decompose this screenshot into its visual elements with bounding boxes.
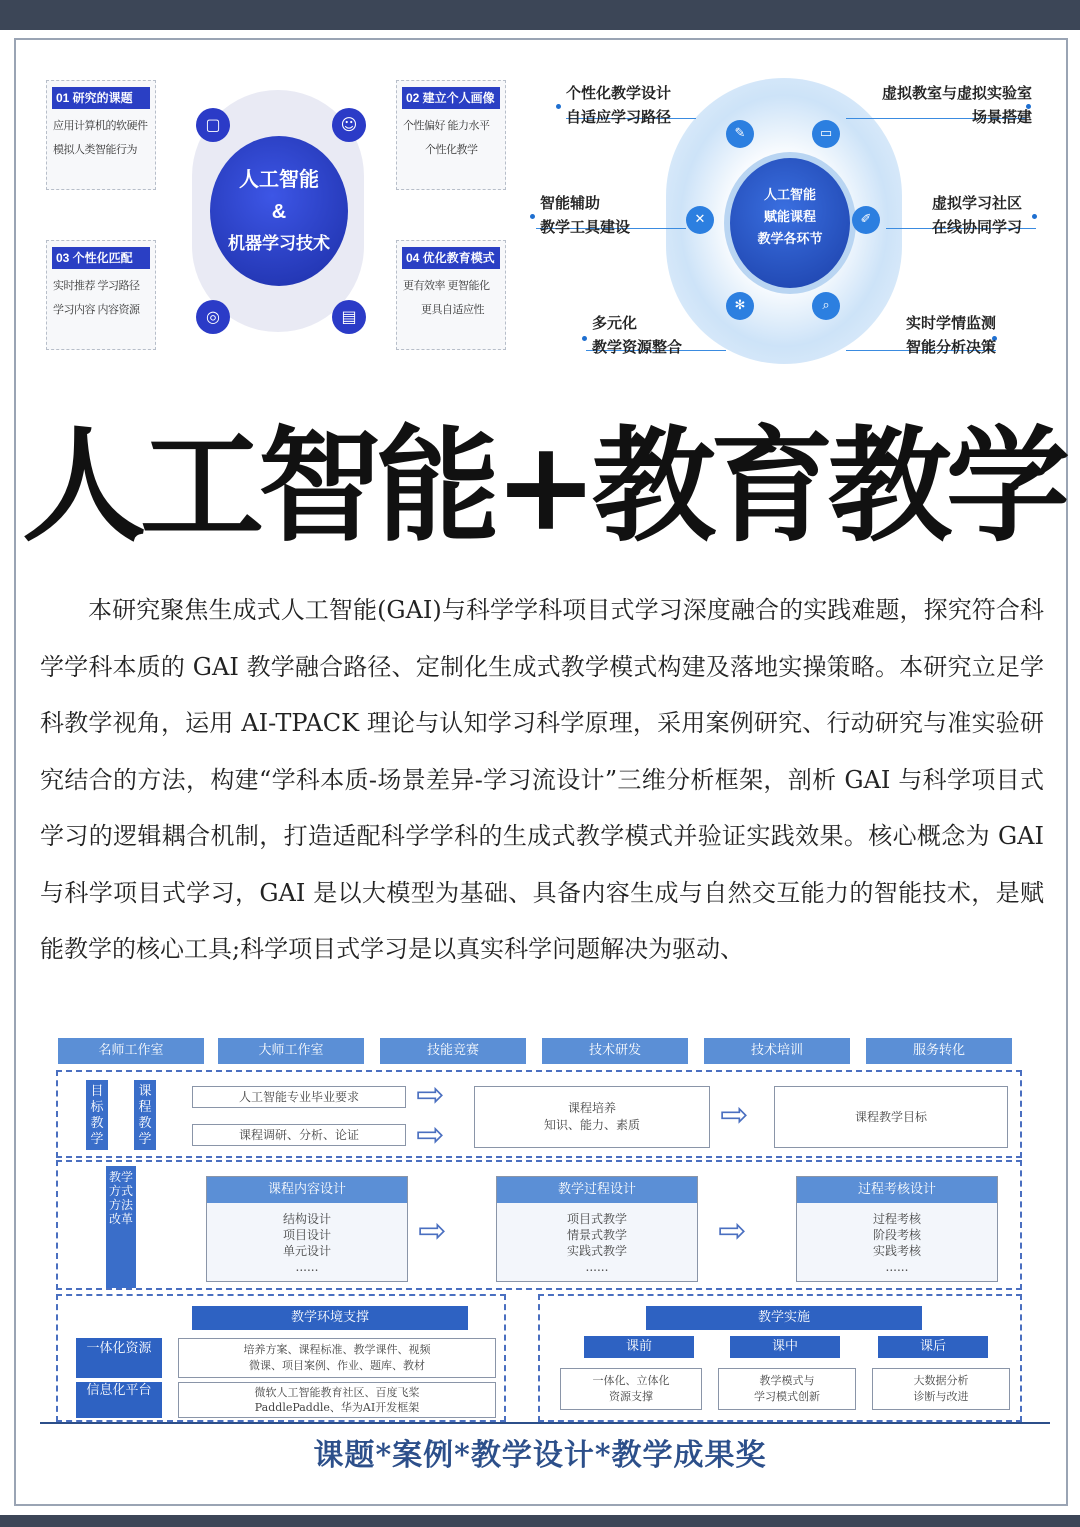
- environment-title: 教学环境支撑: [192, 1306, 468, 1330]
- center-line: 赋能课程: [763, 209, 816, 224]
- arrow-right-icon: ⇨: [718, 1211, 747, 1251]
- box-line: 教学模式与: [759, 1374, 815, 1387]
- search-icon: ⌕: [812, 292, 840, 320]
- phase-in-class: 课中: [730, 1336, 840, 1358]
- diagram-box-2: [396, 80, 506, 190]
- box-line: 知识、能力、素质: [543, 1118, 640, 1132]
- diagram-box-1: [46, 80, 156, 190]
- label-realtime-monitor: [906, 312, 996, 360]
- center-line: 人工智能: [763, 187, 816, 202]
- panel-line: 实践考核: [872, 1244, 921, 1258]
- label-line: 虚拟教室与虚拟实验室: [881, 85, 1032, 102]
- body-paragraph: 本研究聚焦生成式人工智能(GAI)与科学学科项目式学习深度融合的实践难题，探究符合科学学科本质的 GAI 教学融合路径、定制化生成式教学模式构建及落地实操策略。本研究立足学科教学视角，运用 AI-TPACK 理论与认知学习科学原理，采用案例研究、行动研究与准实验研究结合的方法，构建“学科本质-场景差异-学习流设计”三维分析框架，剖析 GAI 与科学项目式学习的逻辑耦合机制，打造适配科学学科的生成式教学模式并验证实践效果。核心概念为 GAI 与科学项目式学习，GAI 是以大模型为基础、具备内容生成与自然交互能力的智能技术，是赋能教学的核心工具;科学项目式学习是以真实科学问题解决为驱动、: [40, 596, 1044, 963]
- box-line: 微课、项目案例、作业、题库、教材: [249, 1359, 425, 1372]
- panel-line: 结构设计: [282, 1212, 331, 1226]
- panel-line: 单元设计: [282, 1244, 331, 1258]
- box-title: 04 优化教育模式: [402, 247, 500, 269]
- label-line: 智能分析决策: [906, 339, 997, 356]
- box-line: 资源支撑: [609, 1390, 653, 1403]
- label-line: 教学资源整合: [592, 339, 683, 356]
- label-personalized-design: [566, 82, 671, 130]
- center-line: 教学各环节: [757, 231, 823, 246]
- label-smart-assist: [540, 192, 630, 240]
- vtag-text: 教学方式方法改革: [108, 1170, 133, 1226]
- connector-dot: [556, 104, 561, 109]
- resource-box: [178, 1338, 496, 1378]
- panel-line: 情景式教学: [566, 1228, 627, 1242]
- box-line: 个性偏好 能力水平: [403, 120, 490, 132]
- course-training-box: [474, 1086, 710, 1148]
- label-line: 在线协同学习: [931, 219, 1022, 236]
- panel-line: ......: [585, 1260, 609, 1274]
- teaching-flow-diagram: [40, 1030, 1040, 1422]
- top-tag: 大师工作室: [218, 1038, 364, 1064]
- top-tag: 服务转化: [866, 1038, 1012, 1064]
- pen-icon: ✐: [852, 206, 880, 234]
- content-design-panel: [206, 1176, 408, 1282]
- center-label: [210, 164, 348, 260]
- vtag-goal: 目标教学: [86, 1080, 108, 1150]
- box-line: PaddlePaddle、华为AI开发框架: [254, 1401, 420, 1414]
- bottom-border-bar: [0, 1515, 1080, 1527]
- label-line: 场景搭建: [971, 109, 1032, 126]
- browser-icon: ▤: [332, 300, 366, 334]
- box-line: 学习模式创新: [754, 1390, 820, 1403]
- course-research-box: 课程调研、分析、论证: [192, 1124, 406, 1146]
- label-line: 虚拟学习社区: [931, 195, 1022, 212]
- label-virtual-community: [902, 192, 1022, 240]
- vtag-course: 课程教学: [134, 1080, 156, 1150]
- assessment-design-panel: [796, 1176, 998, 1282]
- label-line: 自适应学习路径: [566, 109, 672, 126]
- center-line: &: [271, 201, 287, 223]
- box-title: 01 研究的课题: [52, 87, 150, 109]
- panel-line: ......: [885, 1260, 909, 1274]
- gear-icon: ✻: [726, 292, 754, 320]
- connector-dot: [530, 214, 535, 219]
- panel-title: 课程内容设计: [207, 1177, 407, 1203]
- footer-rule: [40, 1422, 1050, 1424]
- connector-dot: [1032, 214, 1037, 219]
- box-title: 03 个性化匹配: [52, 247, 150, 269]
- graduation-requirement-box: 人工智能专业毕业要求: [192, 1086, 406, 1108]
- top-tag: 名师工作室: [58, 1038, 204, 1064]
- box-line: 培养方案、课程标准、教学课件、视频: [243, 1343, 431, 1356]
- box-line: 诊断与改进: [913, 1390, 969, 1403]
- arrow-right-icon: ⇨: [416, 1075, 445, 1115]
- panel-title: 过程考核设计: [797, 1177, 997, 1203]
- center-line: 人工智能: [239, 169, 319, 191]
- phase-before-class: 课前: [584, 1336, 694, 1358]
- resource-tag: 一体化资源: [76, 1338, 162, 1378]
- box-line: 模拟人类智能行为: [53, 144, 137, 156]
- monitor-icon: ▭: [812, 120, 840, 148]
- box-line: 一体化、立体化: [592, 1374, 670, 1387]
- label-line: 智能辅助: [540, 195, 601, 212]
- arrow-right-icon: ⇨: [416, 1115, 445, 1155]
- panel-line: 过程考核: [872, 1212, 921, 1226]
- panel-line: 项目设计: [282, 1228, 331, 1242]
- label-line: 教学工具建设: [540, 219, 631, 236]
- tools-icon: ✎: [726, 120, 754, 148]
- diagram-box-3: [46, 240, 156, 350]
- arrow-right-icon: ⇨: [720, 1095, 749, 1135]
- box-line: 更有效率 更智能化: [403, 280, 490, 292]
- ai-course-diagram: [526, 74, 1042, 370]
- box-line: 个性化教学: [425, 144, 478, 156]
- center-label: [730, 184, 850, 250]
- ai-ml-diagram: [40, 74, 518, 370]
- top-tag: 技术培训: [704, 1038, 850, 1064]
- phase-box: [718, 1368, 856, 1410]
- course-goal-box: 课程教学目标: [774, 1086, 1008, 1148]
- top-tag: 技术研发: [542, 1038, 688, 1064]
- diagram-box-4: [396, 240, 506, 350]
- platform-tag: 信息化平台: [76, 1382, 162, 1418]
- panel-line: 阶段考核: [872, 1228, 921, 1242]
- box-line: 大数据分析: [913, 1374, 969, 1387]
- box-line: 课程培养: [567, 1101, 616, 1115]
- top-border-bar: [0, 0, 1080, 30]
- wrench-icon: ✕: [686, 206, 714, 234]
- people-icon: ☺: [332, 108, 366, 142]
- panel-line: 项目式教学: [566, 1212, 627, 1226]
- box-line: 应用计算机的软硬件: [53, 120, 148, 132]
- arrow-right-icon: ⇨: [418, 1211, 447, 1251]
- panel-line: 实践式教学: [566, 1244, 627, 1258]
- phase-after-class: 课后: [878, 1336, 988, 1358]
- process-design-panel: [496, 1176, 698, 1282]
- label-line: 个性化教学设计: [566, 85, 672, 102]
- chat-icon: ◎: [196, 300, 230, 334]
- label-virtual-classroom: [872, 82, 1032, 130]
- top-tag: 技能竞赛: [380, 1038, 526, 1064]
- platform-box: [178, 1382, 496, 1418]
- connector-dot: [582, 336, 587, 341]
- vtag-method-reform: [106, 1166, 136, 1288]
- box-line: 学习内容 内容资源: [53, 304, 140, 316]
- box-line: 微软人工智能教育社区、百度飞桨: [254, 1386, 420, 1399]
- box-title: 02 建立个人画像: [402, 87, 500, 109]
- panel-line: ......: [295, 1260, 319, 1274]
- tablet-icon: ▢: [196, 108, 230, 142]
- label-line: 多元化: [592, 315, 638, 332]
- box-line: 更具自适应性: [421, 304, 484, 316]
- panel-title: 教学过程设计: [497, 1177, 697, 1203]
- center-line: 机器学习技术: [228, 234, 330, 253]
- box-line: 实时推荐 学习路径: [53, 280, 140, 292]
- phase-box: [560, 1368, 702, 1410]
- implementation-title: 教学实施: [646, 1306, 922, 1330]
- label-diverse-resources: [592, 312, 682, 360]
- phase-box: [872, 1368, 1010, 1410]
- footer-caption: 课题*案例*教学设计*教学成果奖: [313, 1438, 767, 1473]
- label-line: 实时学情监测: [906, 315, 997, 332]
- page-headline: 人工智能+教育教学: [22, 414, 1064, 559]
